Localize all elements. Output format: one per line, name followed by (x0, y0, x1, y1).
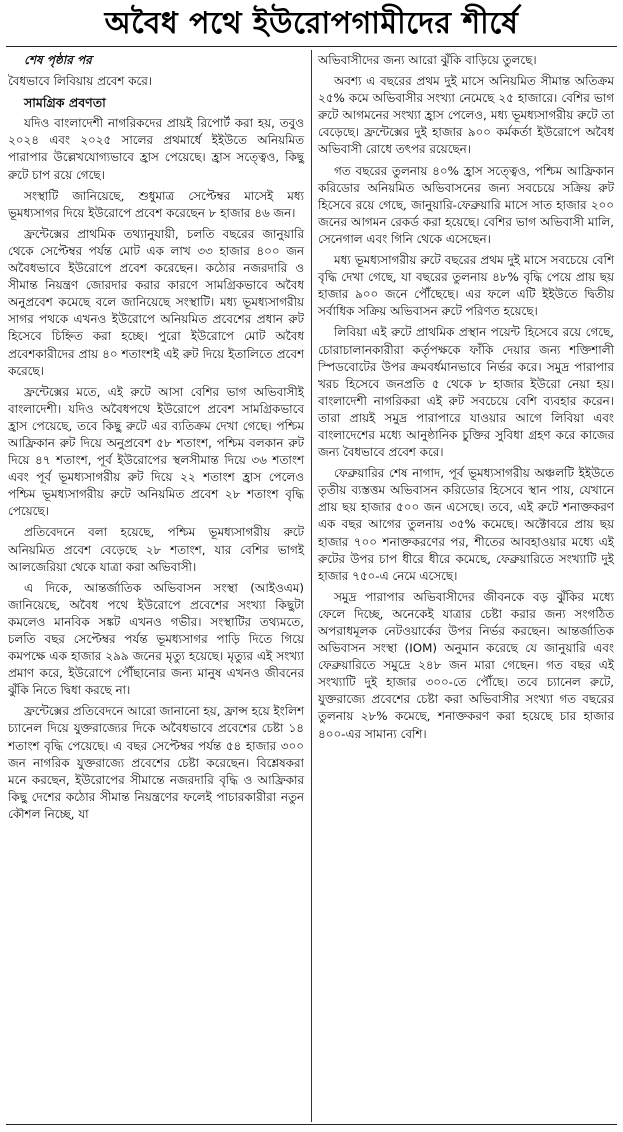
left-column (8, 52, 304, 827)
paragraph: যদিও বাংলাদেশী নাগরিকদের প্রায়ই রিপোর্ট করা হয়, তবুও ২০২৪ এবং ২০২৫ সালের প্রথমার্ধে ইইউতে অনিয়মিত পারাপার উল্লেখযোগ্যভাবে হ্রাস পেয়েছে। হ্রাস সত্ত্বেও, কিছু রুটে চাপ রয়ে গেছে। (8, 116, 304, 182)
paragraph: প্রতিবেদনে বলা হয়েছে, পশ্চিম ভূমধ্যসাগরীয় রুটে অনিয়মিত প্রবেশ বেড়েছে ২৮ শতাংশ, যার বেশির ভাগই আলজেরিয়া থেকে যাত্রা করা অভিবাসী। (8, 525, 304, 574)
paragraph: লিবিয়া এই রুটে প্রাথমিক প্রস্থান পয়েন্ট হিসেবে রয়ে গেছে, চোরাচালানকারীরা কর্তৃপক্ষকে ফাঁকি দেয়ার জন্য শক্তিশালী স্পিডবোটের উপর ক্রমবর্ধমানভাবে নির্ভর করে। সমুদ্র পারাপার খরচ হিসেবে জনপ্রতি ৫ থেকে ৮ হাজার ইউরো নেয়া হয়। বাংলাদেশী নাগরিকরা এই রুট সবচেয়ে বেশি ব্যবহার করেন। তারা প্রায়ই সমুদ্র পারাপারে যাওয়ার আগে লিবিয়া এবং বাংলাদেশের মধ্যে আনুষ্ঠানিক চুক্তির সুবিধা গ্রহণ করে কাজের জন্য বৈধভাবে প্রবেশ করে। (318, 325, 614, 460)
paragraph: ফ্রন্টেক্সের প্রতিবেদনে আরো জানানো হয়, ফ্রান্স হয়ে ইংলিশ চ্যানেল দিয়ে যুক্তরাজ্যের দিকে অবৈধভাবে প্রবেশের চেষ্টা ১৪ শতাংশ বৃদ্ধি পেয়েছে। এ বছর সেপ্টেম্বর পর্যন্ত ৫৪ হাজার ৩০০ জন নাগরিক যুক্তরাজ্যে প্রবেশের চেষ্টা করেছেন। বিশ্লেষকরা মনে করছেন, ইউরোপের সীমান্তে নজরদারি বৃদ্ধি ও আফ্রিকার কিছু দেশের কঠোর সীমান্ত নিয়ন্ত্রণের ফলেই পাচারকারীরা নতুন কৌশল নিচ্ছে, যা (8, 704, 304, 821)
paragraph: ফ্রন্টেক্সের প্রাথমিক তথ্যানুযায়ী, চলতি বছরের জানুয়ারি থেকে সেপ্টেম্বর পর্যন্ত মোট এক লাখ ৩৩ হাজার ৪০০ জন অবৈধভাবে ইউরোপে প্রবেশ করেছেন। কঠোর নজরদারি ও সীমান্ত নিয়ন্ত্রণ জোরদার করার কারণে সামগ্রিকভাবে অবৈধ অনুপ্রবেশ কমেছে বলে জানিয়েছে সংস্থাটি। মধ্য ভূমধ্যসাগরীয় সাগর পথকে এখনও ইউরোপে অনিয়মিত প্রবেশের প্রধান রুট হিসেবে চিহ্নিত করা হচ্ছে। পুরো ইউরোপে মোট অবৈধ প্রবেশকারীদের প্রায় ৪০ শতাংশই এই রুট দিয়ে ইতালিতে প্রবেশ করেছে। (8, 226, 304, 378)
continuation-kicker: শেষ পৃষ্ঠার পর (24, 53, 92, 67)
paragraph: সংস্থাটি জানিয়েছে, শুধুমাত্র সেপ্টেম্বর মাসেই মধ্য ভূমধ্যসাগর দিয়ে ইউরোপে প্রবেশ করেছেন ৮ হাজার ৪৬ জন। (8, 188, 304, 220)
paragraph: গত বছরের তুলনায় ৪০% হ্রাস সত্ত্বেও, পশ্চিম আফ্রিকান করিডোর অনিয়মিত অভিবাসনের জন্য সবচেয়ে সক্রিয় রুট হিসেবে রয়ে গেছে, জানুয়ারি-ফেব্রুয়ারি মাসে সাত হাজার ২০০ জনের আগমন রেকর্ড করা হয়েছে। বেশির ভাগ অভিবাসী মালি, সেনেগাল এবং গিনি থেকে এসেছেন। (318, 163, 614, 246)
paragraph: অবশ্য এ বছরের প্রথম দুই মাসে অনিয়মিত সীমান্ত অতিক্রম ২৫% কমে অভিবাসীর সংখ্যা নেমেছে ২৫ হাজারে। বেশির ভাগ রুটে আগমনের সংখ্যা হ্রাস পেলেও, মধ্য ভূমধ্যসাগরীয় রুটে তা বেড়েছে। ফ্রন্টেক্সের দুই হাজার ৯০০ কর্মকর্তা ইউরোপে অবৈধ অভিবাসী রোধে তৎপর রয়েছেন। (318, 74, 614, 157)
paragraph: মধ্য ভূমধ্যসাগরীয় রুটে বছরের প্রথম দুই মাসে সবচেয়ে বেশি বৃদ্ধি দেখা গেছে, যা বছরের তুলনায় ৪৮% বৃদ্ধি পেয়ে প্রায় ছয় হাজার ৯০০ জনে পৌঁছেছে। এর ফলে এটি ইইউতে দ্বিতীয় সর্বাধিক সক্রিয় অভিবাসন রুটে পরিণত হয়েছে। (318, 253, 614, 319)
subheading: সামগ্রিক প্রবণতা (24, 95, 106, 111)
paragraph: বৈধভাবে লিবিয়ায় প্রবেশ করে। (8, 74, 153, 89)
headline: অবৈধ পথে ইউরোপগামীদের শীর্ষে (104, 6, 519, 41)
column-divider (311, 50, 312, 1122)
paragraph: ফেব্রুয়ারির শেষ নাগাদ, পূর্ব ভূমধ্যসাগরীয় অঞ্চলটি ইইউতে তৃতীয় ব্যস্তত্তম অভিবাসন করিডোর হিসেবে স্থান পায়, যেখানে প্রায় ছয় হাজার ৫০০ জন এসেছে। তবে, এই রুটে শনাক্তকরণ এক বছর আগের তুলনায় ৩৫% কমেছে। অক্টোবরে প্রায় ছয় হাজার ৭০০ শনাক্তকরণের পর, শীতের আবহাওয়ার মধ্যে এই রুটের উপর চাপ ধীরে ধীরে কমেছে, ফেব্রুয়ারিতে সংখ্যাটি দুই হাজার ৭৫০-এ নেমে এসেছে। (318, 466, 614, 583)
paragraph: সমুদ্র পারাপার অভিবাসীদের জীবনকে বড় ঝুঁকির মধ্যে ফেলে দিচ্ছে, অনেকেই যাত্রার চেষ্টা করার জন্য সংগঠিত অপরাধমূলক নেটওয়ার্কের উপর নির্ভর করছেন। আন্তর্জাতিক অভিবাসন সংস্থা (IOM) অনুমান করেছে যে জানুয়ারি এবং ফেব্রুয়ারিতে সমুদ্রে ২৪৮ জন মারা গেছেন। গত বছর এই সংখ্যাটি দুই হাজার ৩০০-তে পৌঁছে। তবে চ্যানেল রুটে, যুক্তরাজ্যে প্রবেশের চেষ্টা করা অভিবাসীর সংখ্যা গত বছরের তুলনায় ২৮% কমেছে, শনাক্তকরণ করা হয়েছে চার হাজার ৪০০-এর সামান্য বেশি। (318, 589, 614, 741)
paragraph: অভিবাসীদের জন্য আরো ঝুঁকি বাড়িয়ে তুলছে। (318, 53, 537, 67)
bottom-rule (6, 1124, 617, 1125)
right-column (318, 52, 614, 747)
paragraph: ফ্রন্টেক্সের মতে, এই রুটে আসা বেশির ভাগ অভিবাসীই বাংলাদেশী। যদিও অবৈধপথে ইউরোপে প্রবেশ সামগ্রিকভাবে হ্রাস পেয়েছে, তবে কিছু রুটে এর ব্যতিক্রম দেখা গেছে। পশ্চিম আফ্রিকান রুট দিয়ে অনুপ্রবেশ ৫৮ শতাংশ, পশ্চিম বলকান রুট দিয়ে ৪৭ শতাংশ, পূর্ব ইউরোপের স্থলসীমান্ত দিয়ে ৩৬ শতাংশ এবং পূর্ব ভূমধ্যসাগরীয় রুট দিয়ে ২২ শতাংশ হ্রাস পেলেও পশ্চিম ভূমধ্যসাগরীয় রুটে অনিয়মিত প্রবেশ ২৮ শতাংশ বৃদ্ধি পেয়েছে। (8, 384, 304, 519)
top-rule (6, 46, 617, 47)
paragraph: এ দিকে, আন্তর্জাতিক অভিবাসন সংস্থা (আইওএম) জানিয়েছে, অবৈধ পথে ইউরোপে প্রবেশের সংখ্যা কিছুটা কমলেও মানবিক সঙ্কট এখনও গভীর। সংস্থাটির তথ্যমতে, চলতি বছর সেপ্টেম্বর পর্যন্ত ভূমধ্যসাগর পাড়ি দিতে গিয়ে কমপক্ষে এক হাজার ২৯৯ জনের মৃত্যু হয়েছে। মৃত্যুর এই সংখ্যা প্রমাণ করে, ইউরোপে পৌঁছানোর জন্য মানুষ এখনও জীবনের ঝুঁকি নিতে দ্বিধা করছে না। (8, 580, 304, 698)
